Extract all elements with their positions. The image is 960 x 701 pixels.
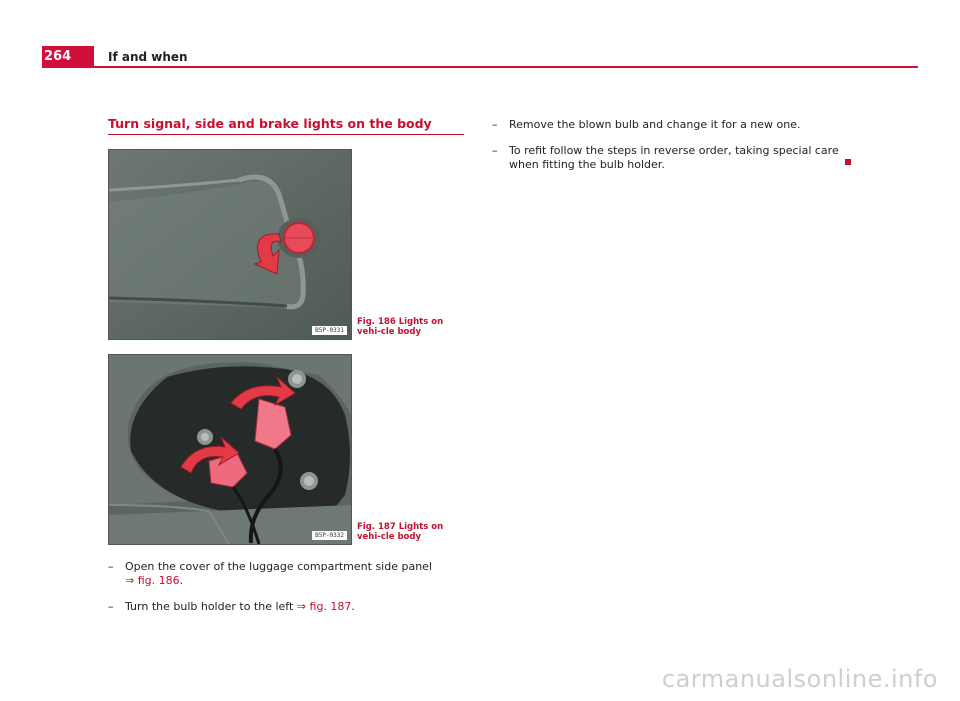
step-dash: – [108, 600, 114, 613]
fig-187-link[interactable]: ⇒ fig. 187 [296, 600, 352, 613]
page-number: 264 [42, 46, 94, 68]
header-rule [42, 66, 918, 68]
figure-186 [108, 149, 352, 340]
section-title: Turn signal, side and brake lights on the body [108, 116, 432, 131]
step-text: Turn the bulb holder to the left [125, 600, 297, 613]
caption-text: Fig. 187 Lights on vehi-cle body [357, 522, 444, 542]
step-refit [492, 144, 844, 172]
figure-186-illustration [109, 150, 351, 339]
step-dash: – [108, 560, 114, 573]
step-dash: – [492, 144, 498, 157]
step-turn-holder [108, 600, 465, 614]
figure-186-caption [357, 317, 467, 337]
figure-187-illustration [109, 355, 351, 544]
figure-187-caption [357, 522, 467, 542]
section-rule [108, 134, 464, 135]
step-text: Remove the blown bulb and change it for a new one. [509, 118, 801, 131]
chapter-title: If and when [108, 50, 188, 64]
step-text: Open the cover of the luggage compartment side panel [125, 560, 432, 573]
step-remove-bulb [492, 118, 859, 132]
step-dash: – [492, 118, 498, 131]
step-suffix: . [351, 600, 355, 613]
step-text: To refit follow the steps in reverse order, taking special care when fitting the bulb holder. [509, 144, 839, 171]
figure-code: B5P-0331 [312, 326, 347, 335]
step-open-cover [108, 560, 465, 588]
figure-code: B5P-0332 [312, 531, 347, 540]
watermark: carmanualsonline.info [661, 665, 938, 693]
step-suffix: . [179, 574, 184, 587]
figure-187 [108, 354, 352, 545]
caption-text: Fig. 186 Lights on vehi-cle body [357, 317, 444, 337]
section-end-marker [845, 159, 851, 165]
fig-186-link[interactable]: ⇒ fig. 186 [125, 574, 180, 587]
